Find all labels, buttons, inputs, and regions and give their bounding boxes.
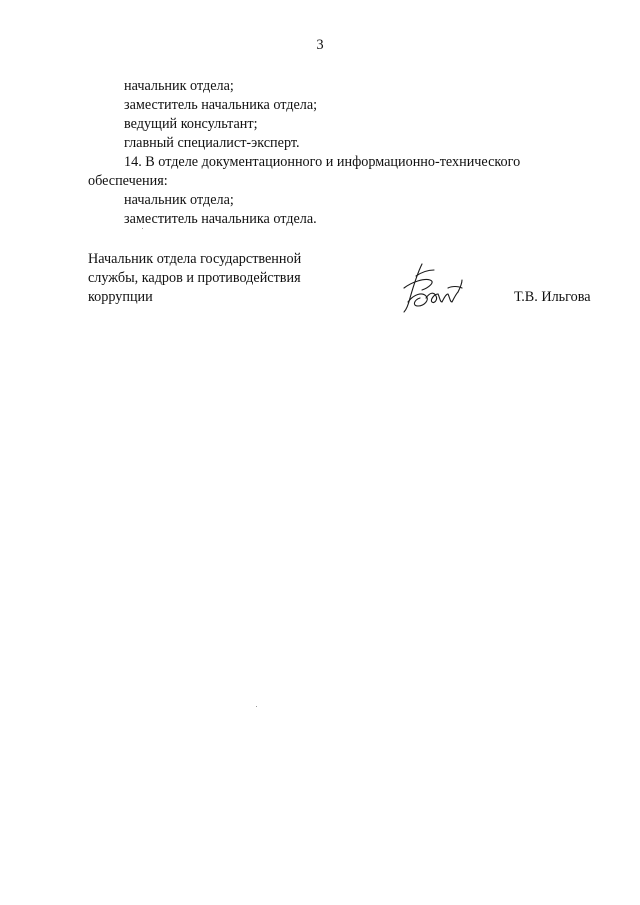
signer-position-line: коррупции (88, 289, 153, 305)
position-line: начальник отдела; (124, 78, 234, 94)
position-line: ведущий консультант; (124, 116, 258, 132)
position-line: заместитель начальника отдела; (124, 97, 318, 113)
signer-position (88, 250, 301, 307)
position-line: заместитель начальника отдела. (124, 211, 317, 227)
page-number: 3 (316, 37, 324, 53)
position-line: начальник отдела; (124, 192, 234, 208)
signer-position-line: службы, кадров и противодействия (88, 270, 301, 286)
scan-speck (142, 228, 143, 229)
position-line: главный специалист-эксперт. (124, 135, 300, 151)
signer-position-line: Начальник отдела государственной (88, 251, 302, 267)
handwritten-signature (400, 258, 466, 314)
item-14-heading: 14. В отделе документационного и информационно-технического (124, 154, 521, 170)
document-body (88, 77, 578, 229)
item-14-heading-continuation: обеспечения: (88, 173, 168, 189)
signature-block (88, 250, 608, 340)
scan-speck (256, 706, 257, 707)
signer-name: Т.В. Ильгова (514, 289, 591, 305)
